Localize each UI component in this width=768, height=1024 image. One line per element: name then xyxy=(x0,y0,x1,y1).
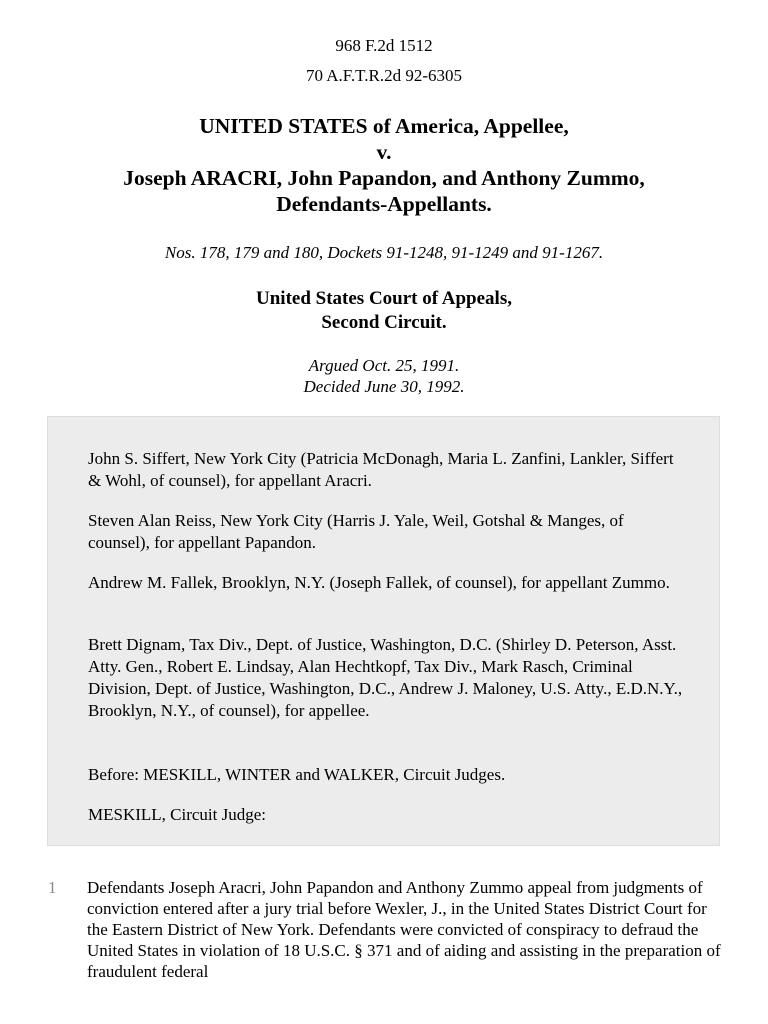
citation-aftr: 70 A.F.T.R.2d 92-6305 xyxy=(305,66,463,85)
court-name-line: Second Circuit. xyxy=(321,312,447,333)
case-title-line: Defendants-Appellants. xyxy=(276,192,492,216)
counsel-paragraph: John S. Siffert, New York City (Patricia McDonagh, Maria L. Zanfini, Lankler, Siffert & Wohl, of counsel), for appellant Aracri. xyxy=(88,449,674,490)
opinion-paragraph: Defendants Joseph Aracri, John Papandon and Anthony Zummo appeal from judgments of conviction entered after a jury trial before Wexler, J., in the United States District Court for the Eastern District of New York. Defendants were convicted of conspiracy to defraud the United States in violation of 18 U.S.C. § 371 and of aiding and assisting in the preparation of fraudulent federal xyxy=(87,878,721,981)
case-title-line: v. xyxy=(376,140,392,164)
argued-date: Argued Oct. 25, 1991. xyxy=(308,356,460,375)
case-dates xyxy=(0,355,768,397)
counsel-paragraph: Brett Dignam, Tax Div., Dept. of Justice, Washington, D.C. (Shirley D. Peterson, Asst. Atty. Gen., Robert E. Lindsay, Alan Hechtkopf, Tax Div., Mark Rasch, Criminal Division, Dept. of Justice, Washington, D.C., Andrew J. Maloney, U.S. Atty., E.D.N.Y., Brooklyn, N.Y., of counsel), for appellee. xyxy=(88,635,683,720)
counsel-paragraph: Andrew M. Fallek, Brooklyn, N.Y. (Joseph Fallek, of counsel), for appellant Zummo. xyxy=(88,573,670,592)
counsel-paragraph: Steven Alan Reiss, New York City (Harris J. Yale, Weil, Gotshal & Manges, of counsel), for appellant Papandon. xyxy=(88,511,624,552)
counsel-panel xyxy=(47,416,720,846)
court-name-line: United States Court of Appeals, xyxy=(256,288,512,309)
paragraph-number: 1 xyxy=(48,878,57,897)
decided-date: Decided June 30, 1992. xyxy=(303,377,465,396)
court-name xyxy=(0,287,768,335)
case-title-line: UNITED STATES of America, Appellee, xyxy=(199,114,569,138)
case-title xyxy=(0,113,768,217)
case-title-line: Joseph ARACRI, John Papandon, and Anthony Zummo, xyxy=(123,166,645,190)
docket-numbers: Nos. 178, 179 and 180, Dockets 91-1248, 91-1249 and 91-1267. xyxy=(164,243,604,262)
opinion-author: MESKILL, Circuit Judge: xyxy=(88,805,267,824)
panel-judges: Before: MESKILL, WINTER and WALKER, Circuit Judges. xyxy=(88,765,506,784)
citation-reporter: 968 F.2d 1512 xyxy=(335,36,433,55)
